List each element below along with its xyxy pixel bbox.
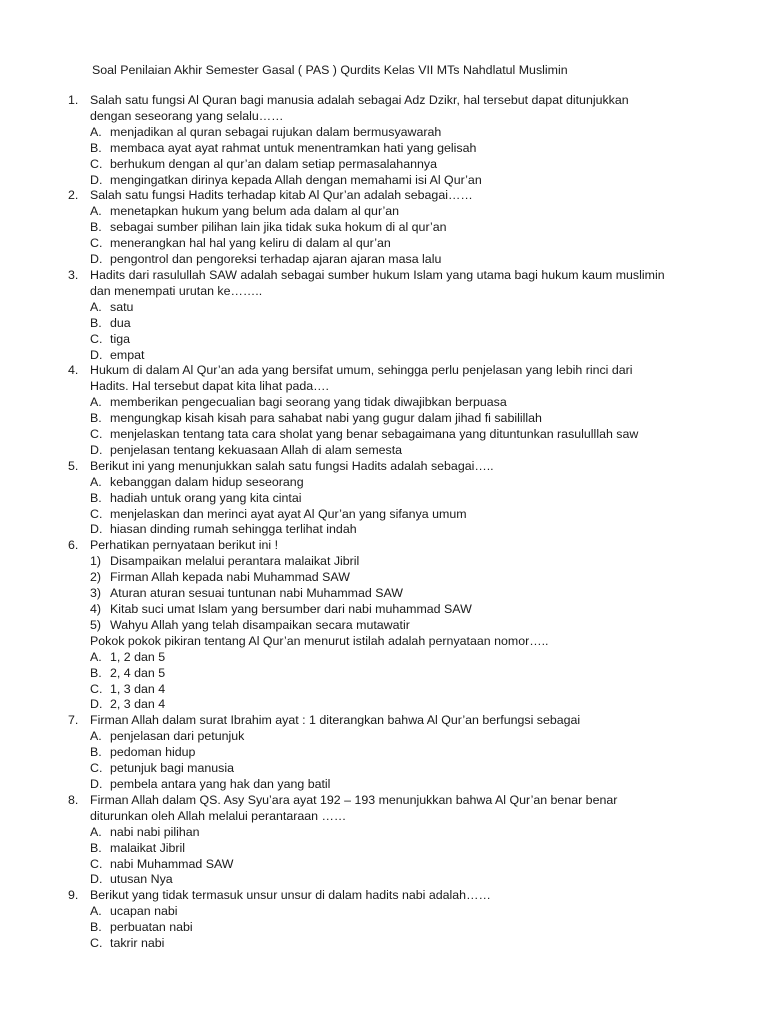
answer-option-text: mengungkap kisah kisah para sahabat nabi yang gugur dalam jihad fi sabilillah bbox=[110, 411, 542, 426]
question-text: Hukum di dalam Al Qur’an ada yang bersifat umum, sehingga perlu penjelasan yang lebih rinci dari bbox=[90, 363, 633, 378]
question-item bbox=[0, 538, 768, 713]
question-number: 2. bbox=[68, 188, 79, 203]
answer-option-text: 2, 4 dan 5 bbox=[110, 665, 166, 680]
statement-item-text: Kitab suci umat Islam yang bersumber dari nabi muhammad SAW bbox=[110, 602, 472, 616]
answer-option bbox=[0, 475, 768, 491]
answer-option bbox=[0, 697, 768, 713]
answer-option-key: A. bbox=[90, 124, 102, 139]
question-number: 7. bbox=[68, 713, 79, 728]
answer-option bbox=[0, 857, 768, 873]
answer-option bbox=[0, 316, 768, 332]
question-prompt: Pokok pokok pikiran tentang Al Qur’an menurut istilah adalah pernyataan nomor….. bbox=[90, 633, 549, 648]
statement-item-key: 4) bbox=[90, 602, 102, 616]
answer-option-key: A. bbox=[90, 299, 102, 314]
answer-option-text: 1, 3 dan 4 bbox=[110, 681, 166, 696]
answer-option-text: menjelaskan dan merinci ayat ayat Al Qur’an yang sifanya umum bbox=[110, 506, 467, 521]
answer-option bbox=[0, 125, 768, 141]
answer-option-key: D. bbox=[90, 872, 103, 887]
answer-option-text: malaikat Jibril bbox=[110, 840, 186, 855]
answer-option-key: C. bbox=[90, 856, 103, 871]
answer-option-text: dua bbox=[110, 315, 131, 330]
question-number: 1. bbox=[68, 93, 79, 107]
answer-option bbox=[0, 173, 768, 189]
answer-option-text: penjelasan dari petunjuk bbox=[110, 729, 245, 744]
answer-option-key: C. bbox=[90, 427, 103, 442]
question-text: Firman Allah dalam QS. Asy Syu’ara ayat 192 – 193 menunjukkan bahwa Al Qur’an benar benar bbox=[90, 792, 618, 807]
answer-option-text: hadiah untuk orang yang kita cintai bbox=[110, 490, 302, 505]
answer-option bbox=[0, 920, 768, 936]
answer-option-key: B. bbox=[90, 411, 102, 426]
answer-option-text: membaca ayat ayat rahmat untuk menentramkan hati yang gelisah bbox=[110, 140, 477, 155]
answer-option-text: pengontrol dan pengoreksi terhadap ajaran ajaran masa lalu bbox=[110, 252, 442, 267]
answer-option-key: C. bbox=[90, 761, 103, 776]
answer-option-key: B. bbox=[90, 220, 102, 235]
question-item bbox=[0, 713, 768, 793]
answer-option-text: hiasan dinding rumah sehingga terlihat indah bbox=[110, 522, 357, 537]
question-item bbox=[0, 93, 768, 188]
answer-option bbox=[0, 252, 768, 268]
question-number: 3. bbox=[68, 267, 79, 282]
question-text: dan menempati urutan ke…….. bbox=[90, 283, 263, 298]
question-number: 9. bbox=[68, 888, 79, 903]
answer-option-key: B. bbox=[90, 665, 102, 680]
statement-item-key: 1) bbox=[90, 554, 102, 569]
statement-item-text: Wahyu Allah yang telah disampaikan secara mutawatir bbox=[110, 617, 410, 632]
answer-option bbox=[0, 395, 768, 411]
answer-option-key: A. bbox=[90, 824, 102, 839]
answer-option-text: 1, 2 dan 5 bbox=[110, 649, 166, 664]
question-text: Berikut ini yang menunjukkan salah satu fungsi Hadits adalah sebagai….. bbox=[90, 458, 494, 473]
answer-option bbox=[0, 204, 768, 220]
answer-option-text: petunjuk bagi manusia bbox=[110, 761, 234, 776]
answer-option bbox=[0, 650, 768, 666]
answer-option bbox=[0, 904, 768, 920]
answer-option-text: berhukum dengan al qur’an dalam setiap permasalahannya bbox=[110, 156, 437, 171]
answer-option-key: B. bbox=[90, 315, 102, 330]
answer-option-key: D. bbox=[90, 252, 103, 267]
answer-option-key: A. bbox=[90, 904, 102, 919]
answer-option bbox=[0, 841, 768, 857]
answer-option bbox=[0, 761, 768, 777]
answer-option-key: D. bbox=[90, 442, 103, 457]
statement-item-text: Disampaikan melalui perantara malaikat Jibril bbox=[110, 554, 360, 569]
answer-option-text: perbuatan nabi bbox=[110, 920, 193, 935]
answer-option bbox=[0, 491, 768, 507]
answer-option-text: sebagai sumber pilihan lain jika tidak suka hokum di al qur’an bbox=[110, 220, 447, 235]
question-item bbox=[0, 793, 768, 888]
answer-option bbox=[0, 411, 768, 427]
answer-option-key: D. bbox=[90, 347, 103, 362]
answer-option-key: C. bbox=[90, 331, 103, 346]
answer-option bbox=[0, 348, 768, 364]
statement-item bbox=[0, 554, 768, 570]
answer-option bbox=[0, 745, 768, 761]
statement-item bbox=[0, 586, 768, 602]
answer-option bbox=[0, 220, 768, 236]
answer-option bbox=[0, 236, 768, 252]
question-item bbox=[0, 888, 768, 952]
question-text: Salah satu fungsi Hadits terhadap kitab Al Qur’an adalah sebagai…… bbox=[90, 188, 473, 203]
question-text: Hadits dari rasulullah SAW adalah sebagai sumber hukum Islam yang utama bagi hukum kaum muslimin bbox=[90, 267, 665, 282]
answer-option-key: A. bbox=[90, 649, 102, 664]
question-text: diturunkan oleh Allah melalui perantaraan …… bbox=[90, 808, 347, 823]
answer-option bbox=[0, 872, 768, 888]
answer-option-key: C. bbox=[90, 236, 103, 251]
answer-option-key: A. bbox=[90, 729, 102, 744]
statement-item-text: Aturan aturan sesuai tuntunan nabi Muhammad SAW bbox=[110, 586, 403, 601]
answer-option-text: memberikan pengecualian bagi seorang yang tidak diwajibkan berpuasa bbox=[110, 395, 507, 410]
statement-item bbox=[0, 570, 768, 586]
answer-option-key: A. bbox=[90, 395, 102, 410]
answer-option bbox=[0, 300, 768, 316]
statement-item-key: 2) bbox=[90, 570, 102, 585]
answer-option bbox=[0, 141, 768, 157]
answer-option bbox=[0, 507, 768, 523]
answer-option bbox=[0, 729, 768, 745]
answer-option bbox=[0, 522, 768, 538]
answer-option-text: 2, 3 dan 4 bbox=[110, 697, 166, 712]
statement-item bbox=[0, 602, 768, 618]
question-number: 8. bbox=[68, 792, 79, 807]
answer-option-text: penjelasan tentang kekuasaan Allah di alam semesta bbox=[110, 442, 403, 457]
question-text: Firman Allah dalam surat Ibrahim ayat : 1 diterangkan bahwa Al Qur’an berfungsi sebagai bbox=[90, 713, 581, 728]
answer-option-key: A. bbox=[90, 204, 102, 219]
question-item bbox=[0, 459, 768, 539]
answer-option-key: D. bbox=[90, 776, 103, 791]
answer-option-text: menetapkan hukum yang belum ada dalam al qur’an bbox=[110, 204, 400, 219]
answer-option-text: tiga bbox=[110, 331, 130, 346]
answer-option-key: C. bbox=[90, 681, 103, 696]
question-text: Salah satu fungsi Al Quran bagi manusia adalah sebagai Adz Dzikr, hal tersebut dapat ditunjukkan bbox=[90, 93, 629, 107]
answer-option bbox=[0, 825, 768, 841]
answer-option-text: satu bbox=[110, 299, 134, 314]
answer-option-key: A. bbox=[90, 474, 102, 489]
answer-option-key: B. bbox=[90, 745, 102, 760]
answer-option-key: B. bbox=[90, 140, 102, 155]
answer-option bbox=[0, 936, 768, 952]
answer-option-key: C. bbox=[90, 936, 103, 951]
answer-option-text: utusan Nya bbox=[110, 872, 173, 887]
answer-option-key: D. bbox=[90, 172, 103, 187]
answer-option bbox=[0, 332, 768, 348]
answer-option-text: ucapan nabi bbox=[110, 904, 178, 919]
answer-option-key: B. bbox=[90, 920, 102, 935]
answer-option-text: pedoman hidup bbox=[110, 745, 196, 760]
answer-option-text: takrir nabi bbox=[110, 936, 165, 951]
answer-option bbox=[0, 682, 768, 698]
statement-item bbox=[0, 618, 768, 634]
statement-item-key: 3) bbox=[90, 586, 102, 601]
answer-option-text: pembela antara yang hak dan yang batil bbox=[110, 776, 331, 791]
answer-option bbox=[0, 666, 768, 682]
question-number: 5. bbox=[68, 458, 79, 473]
question-item bbox=[0, 363, 768, 458]
answer-option-key: D. bbox=[90, 697, 103, 712]
answer-option-key: D. bbox=[90, 522, 103, 537]
answer-option-text: mengingatkan dirinya kepada Allah dengan memahami isi Al Qur’an bbox=[110, 172, 482, 187]
question-item bbox=[0, 268, 768, 363]
answer-option-text: empat bbox=[110, 347, 145, 362]
question-number: 6. bbox=[68, 538, 79, 553]
statement-item-key: 5) bbox=[90, 617, 102, 632]
answer-option-text: nabi Muhammad SAW bbox=[110, 856, 234, 871]
question-list bbox=[0, 93, 768, 952]
answer-option bbox=[0, 443, 768, 459]
answer-option-key: B. bbox=[90, 840, 102, 855]
statement-item-text: Firman Allah kepada nabi Muhammad SAW bbox=[110, 570, 350, 585]
answer-option bbox=[0, 157, 768, 173]
question-text: dengan seseorang yang selalu…… bbox=[90, 108, 284, 123]
answer-option-key: C. bbox=[90, 156, 103, 171]
answer-option-text: nabi nabi pilihan bbox=[110, 824, 200, 839]
question-text: Berikut yang tidak termasuk unsur unsur di dalam hadits nabi adalah…… bbox=[90, 888, 491, 903]
answer-option bbox=[0, 427, 768, 443]
page-title: Soal Penilaian Akhir Semester Gasal ( PAS ) Qurdits Kelas VII MTs Nahdlatul Muslimin bbox=[92, 63, 568, 77]
answer-option-key: B. bbox=[90, 490, 102, 505]
question-text: Perhatikan pernyataan berikut ini ! bbox=[90, 538, 279, 553]
answer-option-text: kebanggan dalam hidup seseorang bbox=[110, 474, 304, 489]
answer-option-text: menjelaskan tentang tata cara sholat yang benar sebagaimana yang dituntunkan rasululllah saw bbox=[110, 427, 639, 442]
answer-option-key: C. bbox=[90, 506, 103, 521]
answer-option-text: menjadikan al quran sebagai rujukan dalam bermusyawarah bbox=[110, 124, 442, 139]
question-item bbox=[0, 188, 768, 268]
question-number: 4. bbox=[68, 363, 79, 378]
answer-option-text: menerangkan hal hal yang keliru di dalam al qur’an bbox=[110, 236, 391, 251]
question-text: Hadits. Hal tersebut dapat kita lihat pada…. bbox=[90, 379, 329, 394]
answer-option bbox=[0, 777, 768, 793]
